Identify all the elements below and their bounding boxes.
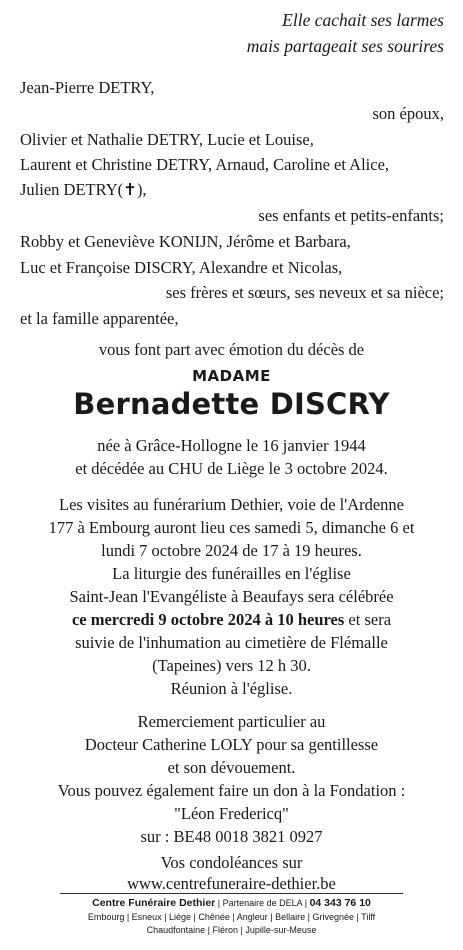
liturgy-line-5: (Tapeines) vers 12 h 30. <box>152 656 311 675</box>
footer-line-1 <box>0 897 463 909</box>
donation-line-3: sur : BE48 0018 3821 0927 <box>140 827 323 846</box>
footer-locations-1: Embourg | Esneux | Liège | Chênée | Angleur | Bellaire | Grivegnée | Tilff <box>87 912 376 922</box>
liturgy-line-4: suivie de l'inhumation au cimetière de Flémalle <box>75 633 388 652</box>
donation-line-2: "Léon Fredericq" <box>174 804 289 823</box>
partner-text: Partenaire de DELA <box>222 898 303 908</box>
liturgy-line-2: Saint-Jean l'Evangéliste à Beaufays sera célébrée <box>69 587 394 606</box>
family-line-6: ses enfants et petits-enfants; <box>258 206 444 225</box>
family-line-2: son époux, <box>372 104 444 123</box>
footer-divider <box>60 893 403 894</box>
condolences-url[interactable]: www.centrefuneraire-dethier.be <box>127 874 336 893</box>
donation-line-1: Vous pouvez également faire un don à la Fondation : <box>57 781 406 800</box>
liturgy-line-3-rest: et sera <box>344 610 392 629</box>
condolences-line-1: Vos condoléances sur <box>160 853 303 872</box>
ceremony-datetime: ce mercredi 9 octobre 2024 à 10 heures <box>71 610 345 629</box>
family-line-7: Robby et Geneviève KONIJN, Jérôme et Barbara, <box>20 232 351 251</box>
visits-line-1: Les visites au funérarium Dethier, voie de l'Ardenne <box>58 495 405 514</box>
thanks-line-1: Remerciement particulier au <box>137 712 326 731</box>
death-line: et décédée au CHU de Liège le 3 octobre 2024. <box>75 459 388 478</box>
announcement: vous font part avec émotion du décès de <box>98 340 365 359</box>
family-line-4: Laurent et Christine DETRY, Arnaud, Caroline et Alice, <box>20 155 390 174</box>
footer-separator: | <box>304 898 308 908</box>
visits-line-3: lundi 7 octobre 2024 de 17 à 19 heures. <box>101 541 362 560</box>
epigraph-line-1: Elle cachait ses larmes <box>282 10 444 30</box>
liturgy-line-6: Réunion à l'église. <box>170 679 293 698</box>
visits-line-2: 177 à Embourg auront lieu ces samedi 5, dimanche 6 et <box>48 518 415 537</box>
liturgy-line-1: La liturgie des funérailles en l'église <box>112 564 351 583</box>
footer-locations-2: Chaudfontaine | Fléron | Jupille-sur-Meuse <box>146 925 317 935</box>
liturgy-line-3 <box>0 610 463 630</box>
family-line-9: ses frères et sœurs, ses neveux et sa nièce; <box>165 283 444 302</box>
thanks-line-2: Docteur Catherine LOLY pour sa gentillesse <box>84 735 379 754</box>
thanks-line-3: et son dévouement. <box>167 758 296 777</box>
family-line-5: Julien DETRY(✝), <box>20 180 147 199</box>
epigraph-line-2: mais partageait ses sourires <box>246 36 444 56</box>
honorific: MADAME <box>192 367 271 385</box>
birth-line: née à Grâce-Hollogne le 16 janvier 1944 <box>97 436 366 455</box>
family-line-3: Olivier et Nathalie DETRY, Lucie et Louise, <box>20 130 314 149</box>
funeral-home-name: Centre Funéraire Dethier <box>92 897 216 909</box>
family-line-8: Luc et Françoise DISCRY, Alexandre et Nicolas, <box>20 258 343 277</box>
family-line-1: Jean-Pierre DETRY, <box>20 78 155 97</box>
footer-separator: | <box>217 898 221 908</box>
phone-number: 04 343 76 10 <box>309 897 371 909</box>
family-line-10: et la famille apparentée, <box>20 309 179 328</box>
deceased-name: Bernadette DISCRY <box>73 387 390 421</box>
